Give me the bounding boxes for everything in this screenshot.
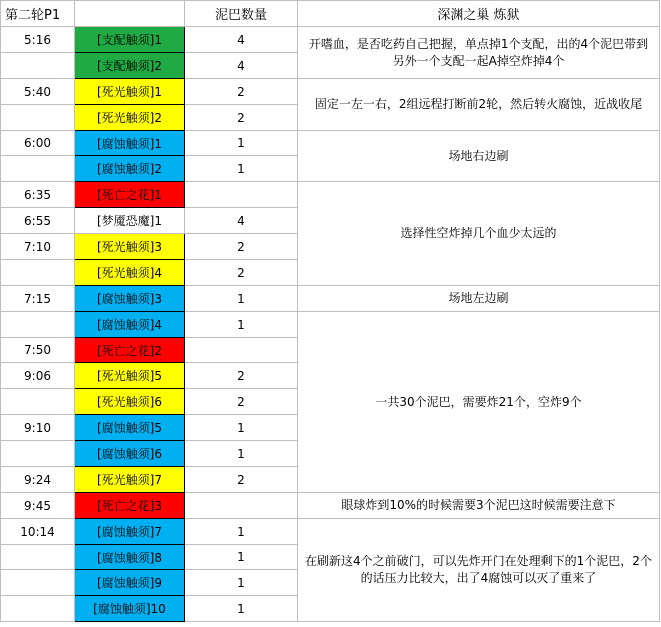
header-title: 深渊之巢 炼狱 bbox=[298, 0, 660, 27]
time-cell: 9:10 bbox=[0, 415, 75, 441]
spawn-name-cell: [腐蚀触须]3 bbox=[75, 286, 185, 312]
spawn-name-cell: [支配触须]2 bbox=[75, 53, 185, 79]
mud-count-cell: 2 bbox=[185, 389, 298, 415]
mud-count-cell: 1 bbox=[185, 415, 298, 441]
strategy-note: 开嗜血，是否吃药自己把握，单点掉1个支配，出的4个泥巴带到另外一个支配一起A掉空炸掉4个 bbox=[298, 27, 660, 79]
mud-count-cell: 4 bbox=[185, 27, 298, 53]
time-cell bbox=[0, 596, 75, 622]
mud-count-cell: 1 bbox=[185, 441, 298, 467]
mud-count-cell: 2 bbox=[185, 363, 298, 389]
mud-count-cell bbox=[185, 338, 298, 363]
mud-count-cell: 4 bbox=[185, 208, 298, 234]
spawn-name-cell: [腐蚀触须]9 bbox=[75, 570, 185, 596]
mud-count-cell: 1 bbox=[185, 131, 298, 156]
spawn-name-cell: [死光触须]6 bbox=[75, 389, 185, 415]
time-cell: 9:45 bbox=[0, 493, 75, 519]
strategy-note: 眼球炸到10%的时候需要3个泥巴这时候需要注意下 bbox=[298, 493, 660, 519]
time-cell: 10:14 bbox=[0, 519, 75, 545]
mud-count-cell: 1 bbox=[185, 545, 298, 570]
mud-count-cell: 2 bbox=[185, 234, 298, 260]
spawn-name-cell: [腐蚀触须]8 bbox=[75, 545, 185, 570]
mud-count-cell: 2 bbox=[185, 105, 298, 131]
time-cell bbox=[0, 389, 75, 415]
header-round: 第二轮P1 bbox=[0, 0, 75, 27]
time-cell bbox=[0, 545, 75, 570]
header-mud-count: 泥巴数量 bbox=[185, 0, 298, 27]
strategy-note: 在刷新这4个之前破门，可以先炸开门在处理剩下的1个泥巴，2个的话压力比较大，出了4腐蚀可以灭了重来了 bbox=[298, 519, 660, 622]
time-cell bbox=[0, 105, 75, 131]
spawn-name-cell: [死亡之花]1 bbox=[75, 182, 185, 208]
spawn-name-cell: [腐蚀触须]1 bbox=[75, 131, 185, 156]
mud-count-cell: 1 bbox=[185, 519, 298, 545]
time-cell: 6:55 bbox=[0, 208, 75, 234]
mud-count-cell: 2 bbox=[185, 467, 298, 493]
time-cell: 9:24 bbox=[0, 467, 75, 493]
spawn-name-cell: [梦魇恐魔]1 bbox=[75, 208, 185, 234]
header-spawn bbox=[75, 0, 185, 27]
time-cell: 6:00 bbox=[0, 131, 75, 156]
mud-count-cell: 1 bbox=[185, 596, 298, 622]
mud-count-cell: 2 bbox=[185, 260, 298, 286]
spawn-name-cell: [腐蚀触须]10 bbox=[75, 596, 185, 622]
spawn-name-cell: [死光触须]3 bbox=[75, 234, 185, 260]
spawn-name-cell: [腐蚀触须]6 bbox=[75, 441, 185, 467]
time-cell: 7:50 bbox=[0, 338, 75, 363]
spawn-name-cell: [死光触须]2 bbox=[75, 105, 185, 131]
spawn-name-cell: [死光触须]1 bbox=[75, 79, 185, 105]
spawn-name-cell: [腐蚀触须]5 bbox=[75, 415, 185, 441]
spawn-name-cell: [腐蚀触须]2 bbox=[75, 156, 185, 182]
time-cell bbox=[0, 312, 75, 338]
mud-count-cell: 2 bbox=[185, 79, 298, 105]
spawn-name-cell: [死亡之花]2 bbox=[75, 338, 185, 363]
mud-count-cell: 1 bbox=[185, 156, 298, 182]
spawn-name-cell: [死光触须]5 bbox=[75, 363, 185, 389]
time-cell bbox=[0, 570, 75, 596]
strategy-note: 选择性空炸掉几个血少太远的 bbox=[298, 182, 660, 286]
time-cell bbox=[0, 441, 75, 467]
spawn-name-cell: [支配触须]1 bbox=[75, 27, 185, 53]
time-cell: 9:06 bbox=[0, 363, 75, 389]
strategy-note: 固定一左一右，2组远程打断前2轮，然后转火腐蚀，近战收尾 bbox=[298, 79, 660, 131]
time-cell: 7:15 bbox=[0, 286, 75, 312]
time-cell: 6:35 bbox=[0, 182, 75, 208]
time-cell bbox=[0, 260, 75, 286]
spawn-name-cell: [腐蚀触须]4 bbox=[75, 312, 185, 338]
spawn-name-cell: [死光触须]4 bbox=[75, 260, 185, 286]
time-cell bbox=[0, 53, 75, 79]
strategy-note: 场地左边刷 bbox=[298, 286, 660, 312]
time-cell: 5:16 bbox=[0, 27, 75, 53]
time-cell bbox=[0, 156, 75, 182]
strategy-note: 一共30个泥巴，需要炸21个，空炸9个 bbox=[298, 312, 660, 493]
mud-count-cell: 1 bbox=[185, 312, 298, 338]
strategy-note: 场地右边刷 bbox=[298, 131, 660, 182]
mud-count-cell: 1 bbox=[185, 286, 298, 312]
mud-count-cell: 1 bbox=[185, 570, 298, 596]
spawn-name-cell: [腐蚀触须]7 bbox=[75, 519, 185, 545]
time-cell: 5:40 bbox=[0, 79, 75, 105]
time-cell: 7:10 bbox=[0, 234, 75, 260]
spawn-name-cell: [死光触须]7 bbox=[75, 467, 185, 493]
mud-count-cell bbox=[185, 493, 298, 519]
spawn-name-cell: [死亡之花]3 bbox=[75, 493, 185, 519]
mud-count-cell: 4 bbox=[185, 53, 298, 79]
mud-count-cell bbox=[185, 182, 298, 208]
